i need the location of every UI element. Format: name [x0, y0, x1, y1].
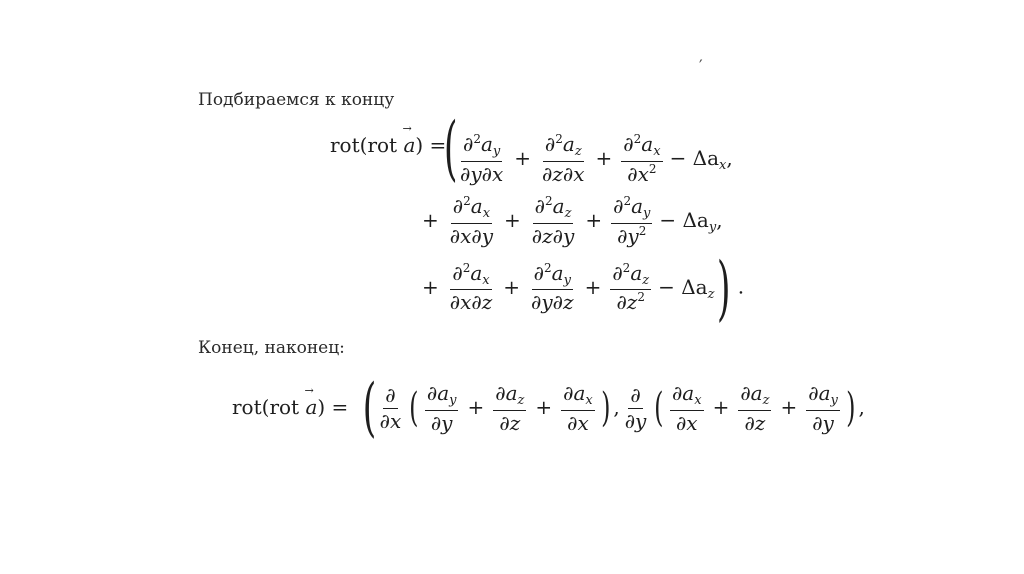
group-right-paren: ) [845, 385, 856, 432]
lhs-close: ) = [415, 133, 447, 157]
formula-1-right-paren: ) [717, 247, 731, 329]
formula-1-lhs [330, 133, 446, 157]
formula-1-left-paren: ( [443, 107, 458, 189]
fraction: $\frac{\partial a_z}{\partial z}$ [495, 381, 525, 435]
group-right-paren: ) [600, 385, 611, 432]
lhs-text: rot(rot [232, 394, 306, 419]
fraction: $\frac{\partial a_x}{\partial x}$ [563, 381, 593, 435]
fraction: $\frac{\partial^2a_x}{\partial x\partial y}$ [449, 194, 494, 248]
formula-1-row-1: $\frac{\partial^2a_y}{\partial y\partial x}$ + $\frac{\partial^2a_z}{\partial z\partial x}$ + $\frac{\partial^2a_x}{\partial x^2}$ − $\Delta a_x$, [460, 132, 733, 186]
laplacian-term: − $\Delta a_y$ [659, 207, 717, 235]
fraction: $\frac{\partial^2a_y}{\partial y^2}$ [613, 194, 651, 248]
fraction: $\frac{\partial^2a_z}{\partial z\partial y}$ [531, 194, 575, 248]
conclusion-paragraph: Конец, наконец: [198, 338, 345, 358]
fraction: $\frac{\partial^2a_x}{\partial x^2}$ [623, 132, 661, 186]
fraction: $\frac{\partial a_y}{\partial y}$ [426, 381, 457, 435]
fraction: $\frac{\partial^2a_y}{\partial y\partial x}$ [460, 132, 504, 186]
formula-1-row-2: + $\frac{\partial^2a_x}{\partial x\partial y}$ + $\frac{\partial^2a_z}{\partial z\partial y}$ + $\frac{\partial^2a_y}{\partial y^2}$ − $\Delta a_y$, [422, 194, 723, 248]
fraction: $\frac{\partial^2a_z}{\partial z\partial x}$ [542, 132, 585, 186]
intro-paragraph: Подбираемся к концу [198, 90, 395, 110]
vector-a: → a [403, 133, 415, 157]
group-left-paren: ( [409, 385, 419, 432]
lhs-close: ) = [317, 394, 349, 419]
fraction: $\frac{\partial^2a_y}{\partial y\partial z}$ [531, 260, 574, 315]
stray-mark: ′ [699, 56, 703, 75]
outer-derivative: $\frac{\partial}{\partial y}$ [624, 382, 647, 433]
vector-a: → a [305, 395, 317, 419]
group-left-paren: ( [654, 385, 664, 432]
lhs-text: rot(rot [330, 133, 404, 157]
outer-derivative: $\frac{\partial}{\partial x}$ [379, 382, 402, 433]
fraction: $\frac{\partial a_y}{\partial y}$ [808, 381, 838, 435]
formula-1-row-3: + $\frac{\partial^2a_x}{\partial x\partial z}$ + $\frac{\partial^2a_y}{\partial y\partial z}$ + $\frac{\partial^2a_z}{\partial z^2}$ − $\Delta a_z$) . [422, 247, 745, 329]
fraction: $\frac{\partial^2a_x}{\partial x\partial z}$ [449, 260, 493, 315]
outer-left-paren: ( [362, 371, 377, 446]
formula-2: rot(rot → a) = ( $\frac{\partial}{\partial x}$ ( $\frac{\partial a_y}{\partial y}$ + $\frac{\partial a_z}{\partial z}$ + $\frac{\partial a_x}{\partial x}$ ) , $\frac{\partial}{\partial y}$ ( $\frac{\partial a_x}{\partial x}$ + $\frac{\partial a_z}{\partial z}$ + $\frac{\partial a_y}{\partial y}$ ) , [232, 382, 865, 435]
laplacian-term: − $\Delta a_x$ [669, 145, 727, 173]
laplacian-term: − $\Delta a_z$ [658, 274, 715, 302]
fraction: $\frac{\partial^2a_z}{\partial z^2}$ [612, 260, 650, 315]
fraction: $\frac{\partial a_z}{\partial z}$ [740, 381, 770, 435]
fraction: $\frac{\partial a_x}{\partial x}$ [671, 381, 702, 435]
